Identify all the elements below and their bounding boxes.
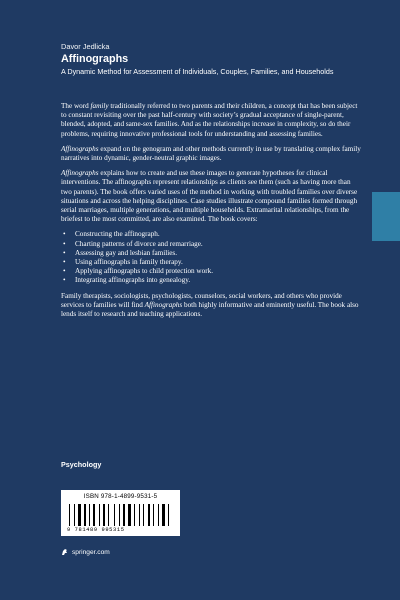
list-item: • Applying affinographs to child protection work. (71, 267, 361, 276)
publisher-link[interactable] (61, 548, 110, 556)
barcode-bar (168, 504, 169, 526)
barcode-bar (126, 504, 127, 526)
barcode-bar (145, 504, 148, 526)
barcode-bar (101, 504, 102, 526)
barcode-bar (99, 504, 100, 526)
barcode-bar (89, 504, 90, 526)
barcode-bar (155, 504, 157, 526)
barcode-bar (123, 504, 125, 526)
barcode-bar (119, 504, 120, 526)
barcode-bar (141, 504, 142, 526)
blurb (61, 102, 361, 325)
barcode-bar (160, 504, 161, 526)
list-item: • Using affinographs in family therapy. (71, 258, 361, 267)
blurb-paragraph-2: Affinographs expand on the genogram and other methods currently in use by translating complex family narratives into dynamic, gender-neutral graphic images. (61, 144, 361, 163)
list-item: • Charting patterns of divorce and remarriage. (71, 240, 361, 249)
barcode-bar (158, 504, 159, 526)
barcode-bar (96, 504, 99, 526)
publisher-url[interactable]: springer.com (72, 548, 110, 556)
covered-topics-list (61, 230, 361, 285)
barcode-bar (82, 504, 83, 526)
barcode-bar (93, 504, 95, 526)
barcode-bar (87, 504, 88, 526)
barcode-bar (114, 504, 115, 526)
cover-header (61, 42, 373, 76)
barcode-bar (69, 504, 70, 526)
book-subtitle: A Dynamic Method for Assessment of Individuals, Couples, Families, and Households (61, 67, 334, 76)
barcode-bar (116, 504, 118, 526)
barcode-bar (148, 504, 150, 526)
blurb-paragraph-4: Family therapists, sociologists, psychologists, counselors, social workers, and others who provide services to families will find Affinographs both highly informative and eminently useful. The book also lends itself to research and teaching applications. (61, 291, 359, 319)
barcode-bar (139, 504, 140, 526)
barcode-bar (136, 504, 138, 526)
isbn-barcode (61, 490, 180, 536)
barcode-bar (71, 504, 73, 526)
list-item: • Assessing gay and lesbian families. (71, 249, 361, 258)
barcode-bar (151, 504, 152, 526)
barcode-bar (108, 504, 109, 526)
cover-edge-tab (372, 192, 400, 241)
barcode-bar (78, 504, 81, 526)
list-item: • Constructing the affinograph. (71, 230, 361, 239)
barcode-bar (166, 504, 167, 526)
barcode-bar (153, 504, 154, 526)
barcode-bar (143, 504, 144, 526)
barcode-bar (134, 504, 135, 526)
barcode-digits: 9 781489 995315 (67, 527, 125, 533)
barcode-bar (128, 504, 131, 526)
isbn-text: ISBN 978-1-4899-9531-5 (83, 493, 158, 500)
blurb-paragraph-1: The word family traditionally referred to two parents and their children, a concept that has been subject to constant revisiting over the past half-century with society’s gradual acceptance of single-parent, blended, adopted, and same-sex families. And as the relationships increase in complexity, so do their problems, requiring innovative professional tools for understanding and assessing families. (61, 102, 358, 138)
springer-horse-icon (61, 548, 69, 556)
barcode-bar (84, 504, 86, 526)
blurb-paragraph-3: Affinographs explains how to create and use these images to generate hypotheses for clinical interventions. The affinographs represent relationships as clients see them (such as having more than two parents). The book offers varied uses of the method in working with troubled families over diverse situations and across the helping disciplines. Case studies illustrate compound families formed through serial marriages, multiple generations, and multiple households. Extramarital relationships, from the briefest to the most committed, are also examined. The book covers: (61, 169, 358, 224)
author-name: Davor Jedlicka (61, 42, 110, 51)
barcode-bar (170, 504, 172, 526)
barcode-bar (91, 504, 92, 526)
barcode-bar (162, 504, 165, 526)
barcode-bar (110, 504, 113, 526)
barcode-bar (103, 504, 105, 526)
barcode-bars (69, 504, 172, 526)
list-item: • Integrating affinographs into genealogy. (71, 276, 361, 285)
subject-category: Psychology (61, 460, 102, 469)
barcode-bar (121, 504, 122, 526)
book-title: Affinographs (61, 53, 129, 65)
barcode-bar (106, 504, 107, 526)
barcode-bar (132, 504, 133, 526)
barcode-bar (76, 504, 77, 526)
barcode-bar (74, 504, 75, 526)
